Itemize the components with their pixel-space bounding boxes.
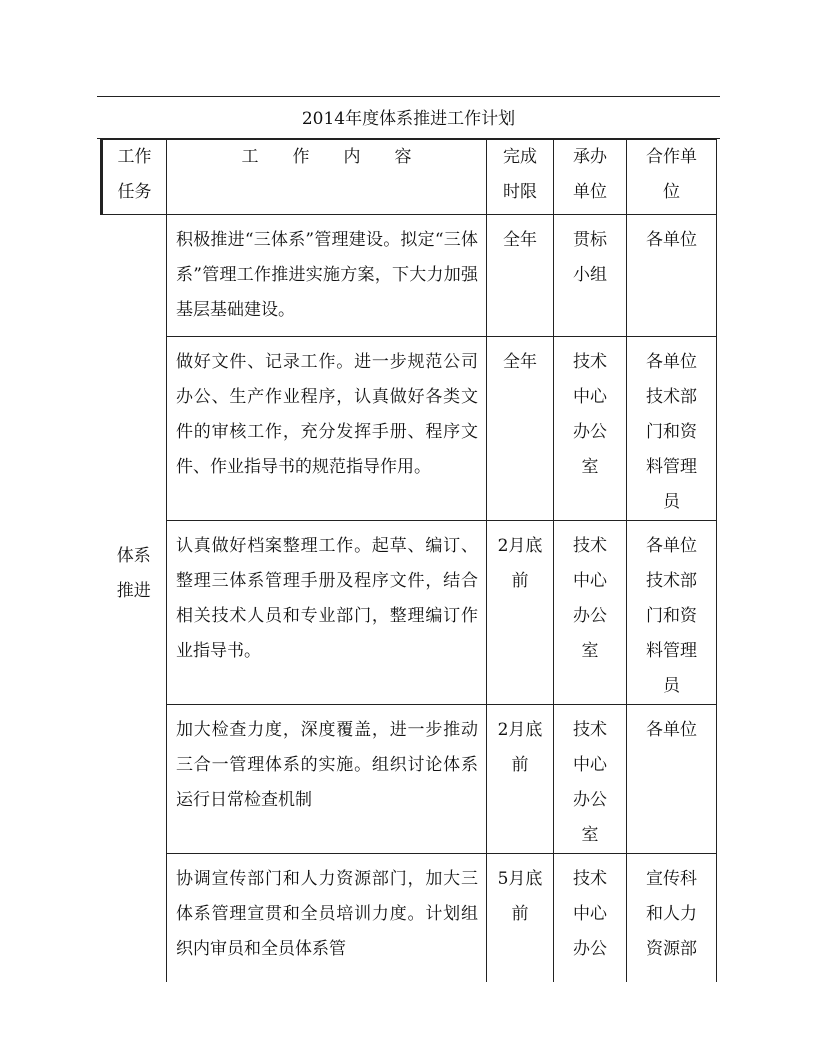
table-row bbox=[102, 521, 717, 705]
header-task: 工作 任务 bbox=[102, 140, 167, 215]
header-content: 工 作 内 容 bbox=[167, 140, 487, 215]
row-limit: 5月底 前 bbox=[487, 854, 554, 982]
row-limit: 2月底 前 bbox=[487, 521, 554, 705]
work-plan-table bbox=[100, 139, 717, 982]
row-coop: 宣传科 和人力 资源部 bbox=[627, 854, 717, 982]
row-coop: 各单位 技术部 门和资 料管理 员 bbox=[627, 521, 717, 705]
top-rule bbox=[97, 96, 720, 97]
row-coop: 各单位 bbox=[627, 705, 717, 854]
document-title: 2014年度体系推进工作计划 bbox=[301, 109, 516, 129]
row-limit: 全年 bbox=[487, 215, 554, 337]
row-unit: 技术 中心 办公 室 bbox=[554, 705, 627, 854]
table-row bbox=[102, 705, 717, 854]
row-unit: 技术 中心 办公 室 bbox=[554, 521, 627, 705]
row-unit: 贯标 小组 bbox=[554, 215, 627, 337]
table-header-row bbox=[102, 140, 717, 215]
row-content: 加大检查力度，深度覆盖，进一步推动三合一管理体系的实施。组织讨论体系运行日常检查机制 bbox=[167, 705, 487, 854]
row-content: 认真做好档案整理工作。起草、编订、整理三体系管理手册及程序文件，结合相关技术人员和专业部门，整理编订作业指导书。 bbox=[167, 521, 487, 705]
table-row bbox=[102, 215, 717, 337]
task-group-cell: 体系 推进 bbox=[102, 215, 167, 982]
row-unit: 技术 中心 办公 bbox=[554, 854, 627, 982]
row-coop: 各单位 技术部 门和资 料管理 员 bbox=[627, 337, 717, 521]
row-limit: 2月底 前 bbox=[487, 705, 554, 854]
header-limit: 完成 时限 bbox=[487, 140, 554, 215]
table-row bbox=[102, 337, 717, 521]
row-content: 协调宣传部门和人力资源部门，加大三体系管理宣贯和全员培训力度。计划组织内审员和全员体系管 bbox=[167, 854, 487, 982]
header-unit: 承办 单位 bbox=[554, 140, 627, 215]
row-coop: 各单位 bbox=[627, 215, 717, 337]
table-row bbox=[102, 854, 717, 982]
row-limit: 全年 bbox=[487, 337, 554, 521]
header-coop: 合作单 位 bbox=[627, 140, 717, 215]
row-content: 积极推进“三体系”管理建设。拟定“三体系”管理工作推进实施方案，下大力加强基层基础建设。 bbox=[167, 215, 487, 337]
row-unit: 技术 中心 办公 室 bbox=[554, 337, 627, 521]
row-content: 做好文件、记录工作。进一步规范公司办公、生产作业程序，认真做好各类文件的审核工作，充分发挥手册、程序文件、作业指导书的规范指导作用。 bbox=[167, 337, 487, 521]
